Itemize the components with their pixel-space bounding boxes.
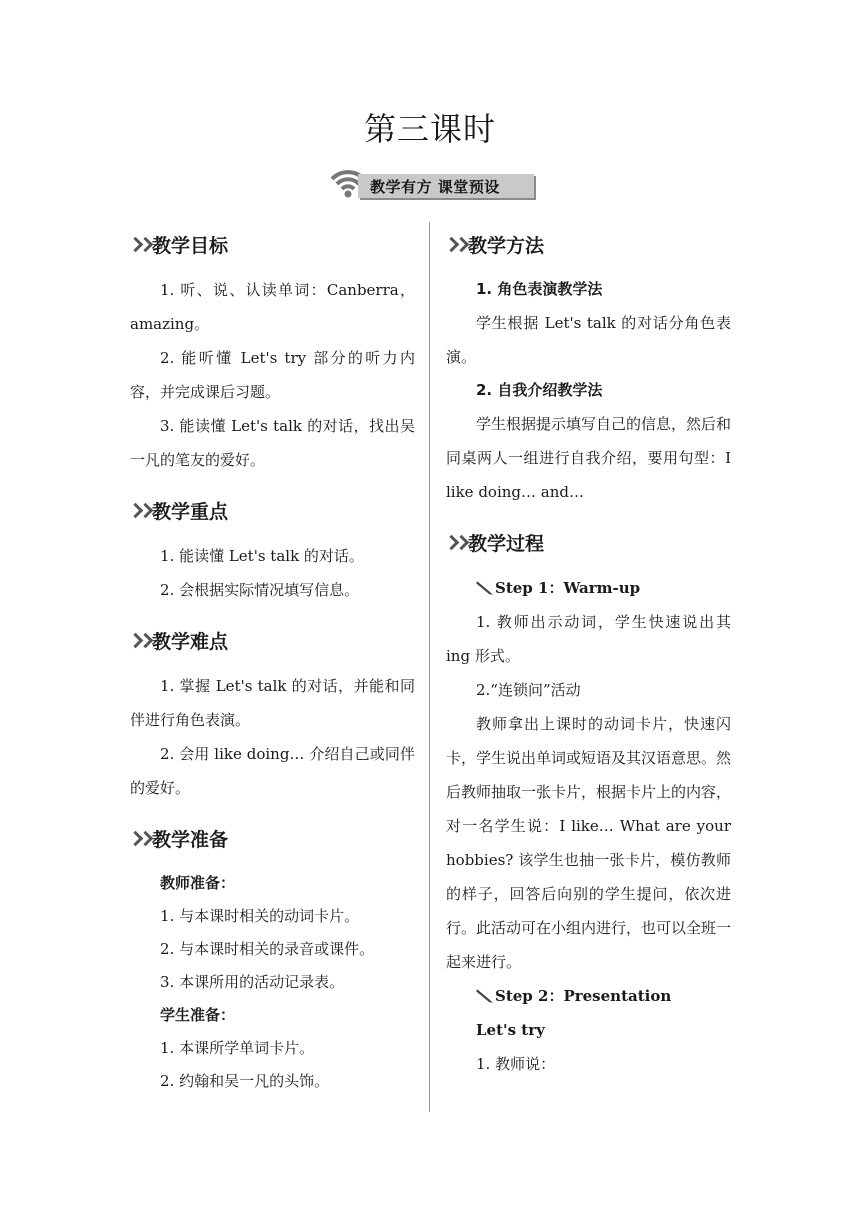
process-text: 2.“连锁问”活动: [476, 681, 581, 699]
left-column: [130, 225, 415, 1098]
goal-item: 2. 能听懂 Let's try 部分的听力内容，并完成课后习题。: [130, 349, 415, 401]
step-title: Step 1：Warm-up: [446, 571, 731, 605]
chevron-double-icon: [130, 635, 150, 646]
section-heading-goals: 教学目标: [130, 229, 415, 259]
teacher-prep-item: 3. 本课所用的活动记录表。: [160, 973, 345, 991]
chevron-double-icon: [446, 239, 466, 250]
goal-item: 3. 能读懂 Let's talk 的对话，找出吴一凡的笔友的爱好。: [130, 417, 415, 469]
chevron-double-icon: [446, 537, 466, 548]
pen-icon: [476, 988, 494, 1004]
section-heading-process: 教学过程: [446, 527, 731, 557]
lets-try-label: Let's try: [476, 1021, 545, 1039]
pen-icon: [476, 580, 494, 596]
right-column: [446, 225, 731, 1081]
section-heading-preparation: 教学准备: [130, 823, 415, 853]
method-title: 1. 角色表演教学法: [476, 280, 603, 298]
section-heading-key-points: 教学重点: [130, 495, 415, 525]
teacher-prep-item: 1. 与本课时相关的动词卡片。: [160, 907, 360, 925]
method-text: 学生根据 Let's talk 的对话分角色表演。: [446, 314, 731, 366]
chevron-double-icon: [130, 239, 150, 250]
section-heading-difficulties: 教学难点: [130, 625, 415, 655]
teacher-prep-label: 教师准备：: [160, 874, 236, 892]
difficulty-item: 1. 掌握 Let's talk 的对话，并能和同伴进行角色表演。: [130, 677, 415, 729]
process-text: 1. 教师说：: [476, 1055, 556, 1073]
difficulty-item: 2. 会用 like doing… 介绍自己或同伴的爱好。: [130, 745, 415, 797]
method-title: 2. 自我介绍教学法: [476, 381, 603, 399]
step-title: Step 2：Presentation: [446, 979, 731, 1013]
process-text: 1. 教师出示动词，学生快速说出其 ing 形式。: [446, 613, 731, 665]
column-divider: [429, 222, 430, 1112]
key-point-item: 2. 会根据实际情况填写信息。: [160, 581, 360, 599]
section-banner: [328, 165, 534, 201]
section-heading-methods: 教学方法: [446, 229, 731, 259]
page-title: 第三课时: [363, 110, 496, 148]
chevron-double-icon: [130, 833, 150, 844]
student-prep-item: 2. 约翰和吴一凡的头饰。: [160, 1072, 330, 1090]
key-point-item: 1. 能读懂 Let's talk 的对话。: [160, 547, 364, 565]
student-prep-item: 1. 本课所学单词卡片。: [160, 1039, 315, 1057]
goal-item: 1. 听、说、认读单词：Canberra，amazing。: [130, 281, 415, 333]
student-prep-label: 学生准备：: [160, 1006, 236, 1024]
process-text: 教师拿出上课时的动词卡片，快速闪卡，学生说出单词或短语及其汉语意思。然后教师抽取一张卡片，根据卡片上的内容，对一名学生说：I like… What are your hobbies? 该学生也抽一张卡片，模仿教师的样子，回答后向别的学生提问，依次进行。此活动可在小组内进行，也可以全班一起来进行。: [446, 715, 732, 971]
chevron-double-icon: [130, 505, 150, 516]
teacher-prep-item: 2. 与本课时相关的录音或课件。: [160, 940, 375, 958]
method-text: 学生根据提示填写自己的信息，然后和同桌两人一组进行自我介绍，要用句型：I like doing… and…: [446, 415, 732, 501]
banner-text: 教学有方 课堂预设: [370, 178, 500, 196]
